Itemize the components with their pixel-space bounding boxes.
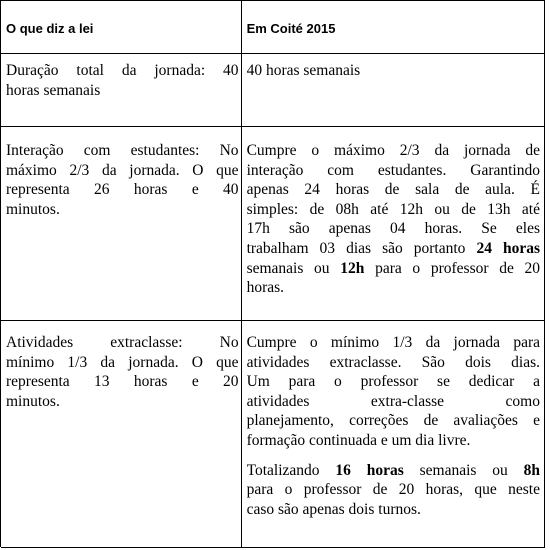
text-line: para o professor de 20 horas, que neste <box>246 481 540 499</box>
text-line: caso são apenas dois turnos. <box>246 500 421 518</box>
text-line: Duração total da jornada: 40 <box>6 62 239 79</box>
text-line: 40 horas semanais <box>246 62 361 79</box>
text-line: Cumpre o máximo 2/3 da jornada de <box>246 142 540 159</box>
paragraph-2 <box>247 461 540 520</box>
text-line: planejamento, correções de avaliações e <box>246 412 540 430</box>
interaction-coite-text <box>242 141 544 298</box>
text-line: Interação com estudantes: No <box>6 142 239 159</box>
table-row-extraclass <box>1 321 545 548</box>
text-line: Cumpre o mínimo 1/3 da jornada para <box>246 334 540 351</box>
text-line: máximo 2/3 da jornada. O que <box>6 161 239 179</box>
duration-law-text <box>1 61 241 100</box>
text-line: Um para o professor se dedicar a <box>246 373 540 391</box>
bold-16-horas: 16 horas <box>335 461 404 479</box>
text-segment: semanais ou <box>419 461 508 479</box>
text-line: interação com estudantes. Garantindo <box>246 161 540 179</box>
cell-interaction-coite <box>242 127 545 320</box>
cell-interaction-law <box>1 127 242 320</box>
table-row-duration <box>1 54 545 127</box>
table-row-interaction <box>1 127 545 321</box>
text-line: horas semanais <box>6 81 101 99</box>
text-segment: semanais ou <box>246 259 330 277</box>
text-line: minutos. <box>6 200 60 218</box>
text-line: Atividades extraclasse: No <box>6 334 239 351</box>
extraclass-law-text <box>1 333 241 411</box>
text-line: representa 13 horas e 20 <box>6 373 239 391</box>
text-line: horas. <box>246 279 285 297</box>
bold-8h: 8h <box>523 461 540 479</box>
header-coite-label: Em Coité 2015 <box>246 21 336 36</box>
text-line: representa 26 horas e 40 <box>6 181 239 199</box>
paragraph-1 <box>247 333 540 451</box>
text-line: minutos. <box>6 392 60 410</box>
bold-12h: 12h <box>340 259 365 277</box>
text-line: simples: de 08h até 12h ou de 13h até <box>246 200 540 218</box>
text-line: 17h são apenas 04 horas. Se eles <box>246 220 540 238</box>
text-line: formação continuada e um dia livre. <box>246 431 471 449</box>
cell-extraclass-law <box>1 321 242 547</box>
text-line: atividades extraclasse. São dois dias. <box>246 353 540 371</box>
text-line: apenas 24 horas de sala de aula. É <box>246 181 540 199</box>
cell-extraclass-coite <box>242 321 545 547</box>
header-law-label: O que diz a lei <box>6 21 94 36</box>
interaction-law-text <box>1 141 241 219</box>
text-line <box>247 239 540 259</box>
text-line <box>247 259 540 279</box>
extraclass-coite-text <box>242 333 544 519</box>
header-cell-coite <box>242 1 545 53</box>
cell-duration-coite <box>242 54 545 126</box>
cell-duration-law <box>1 54 242 126</box>
text-segment: trabalham 03 dias são portanto <box>246 239 466 257</box>
text-segment: Totalizando <box>246 461 320 479</box>
text-line <box>247 461 540 481</box>
bold-24-horas: 24 horas <box>476 239 540 257</box>
text-line: atividades extra-classe como <box>246 392 540 410</box>
duration-coite-text <box>242 61 544 81</box>
table-header-row <box>1 1 545 54</box>
header-cell-law <box>1 1 242 53</box>
text-line: mínimo 1/3 da jornada. O que <box>6 353 239 371</box>
text-segment: para o professor de 20 <box>375 259 540 277</box>
